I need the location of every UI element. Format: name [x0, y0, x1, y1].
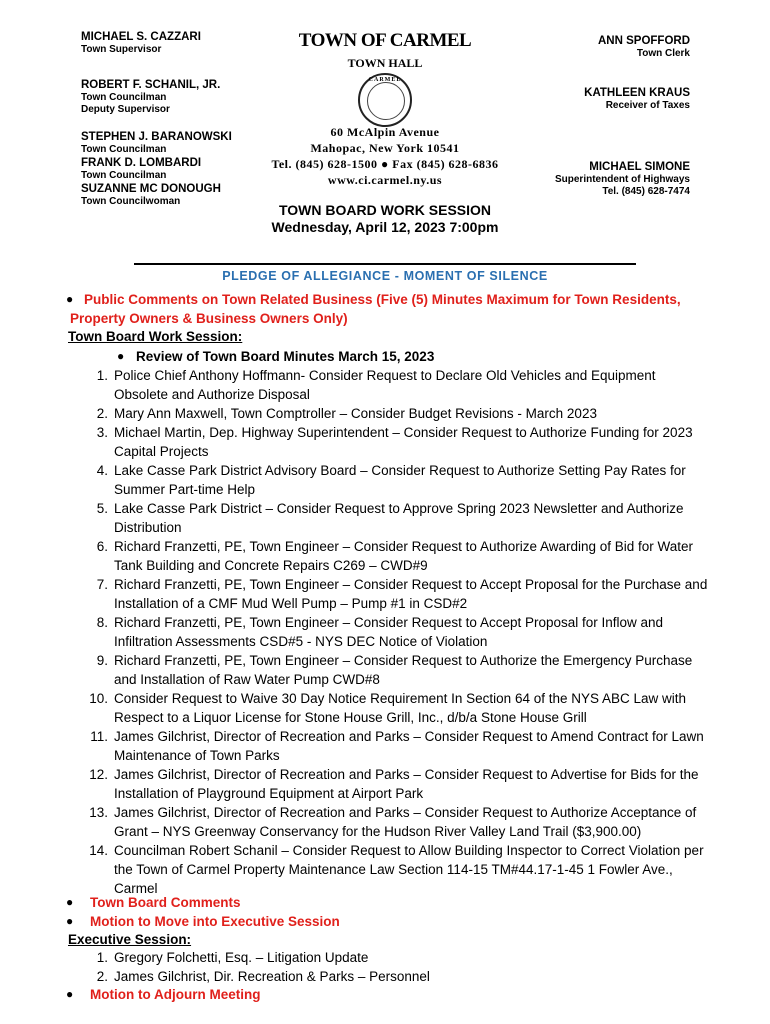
website: www.ci.carmel.ny.us: [327, 173, 443, 187]
public-comments-line: Public Comments on Town Related Business (Five (5) Minutes Maximum for Town Residents,: [84, 292, 681, 307]
motion-adjourn: Motion to Adjourn Meeting: [90, 987, 261, 1002]
minutes-review: Review of Town Board Minutes March 15, 2023: [136, 349, 435, 364]
list-item: 11. James Gilchrist, Director of Recreation and Parks – Consider Request to Amend Contract for Lawn Maintenance of Town Parks: [90, 729, 704, 763]
official-title: Deputy Supervisor: [81, 104, 170, 115]
left-officials: [81, 30, 271, 208]
list-item: 3. Michael Martin, Dep. Highway Superintendent – Consider Request to Authorize Funding for 2023 Capital Projects: [96, 425, 693, 459]
seal-text: CARMEL: [368, 77, 402, 83]
list-item: 1. Police Chief Anthony Hoffmann- Consider Request to Declare Old Vehicles and Equipment Obsolete and Authorize Disposal: [96, 368, 656, 402]
list-item: 7. Richard Franzetti, PE, Town Engineer – Consider Request to Accept Proposal for the Purchase and Installation of a CMF Mud Well Pump – Pump #1 in CSD#2: [96, 577, 708, 611]
official-name: FRANK D. LOMBARDI: [81, 157, 202, 169]
list-item: 2. Mary Ann Maxwell, Town Comptroller – Consider Budget Revisions - March 2023: [96, 406, 597, 421]
motion-executive-session: Motion to Move into Executive Session: [90, 914, 340, 929]
right-officials: [500, 34, 690, 198]
list-item: 6. Richard Franzetti, PE, Town Engineer – Consider Request to Authorize Awarding of Bid for Water Tank Building and Concrete Repairs C269 – CWD#9: [96, 539, 694, 573]
official-title: Tel. (845) 628-7474: [602, 186, 690, 197]
list-item: 8. Richard Franzetti, PE, Town Engineer – Consider Request to Accept Proposal for Inflow and Infiltration Assessments CSD#5 - NYS DEC Notice of Violation: [96, 615, 664, 649]
agenda-list: [68, 366, 738, 898]
town-seal-icon: [358, 73, 412, 127]
official-name: SUZANNE MC DONOUGH: [81, 183, 221, 195]
official-title: Town Clerk: [636, 48, 690, 59]
town-address: [250, 124, 520, 188]
list-item: 2. James Gilchrist, Dir. Recreation & Parks – Personnel: [96, 969, 430, 984]
official-name: MICHAEL SIMONE: [589, 161, 690, 173]
address-line1: 60 McAlpin Avenue: [330, 125, 440, 139]
work-session-heading: Town Board Work Session:: [68, 329, 243, 344]
official-title: Town Councilwoman: [81, 196, 181, 207]
list-item: 12. James Gilchrist, Director of Recreation and Parks – Consider Request to Advertise for Bids for the Installation of Playground Equipment at Airport Park: [89, 767, 699, 801]
list-item: 5. Lake Casse Park District – Consider Request to Approve Spring 2023 Newsletter and Authorize Distribution: [96, 501, 684, 535]
official-title: Town Councilman: [81, 170, 167, 181]
official-title: Town Councilman: [81, 144, 167, 155]
town-name: TOWN OF CARMEL: [298, 30, 472, 51]
bullet-icon: ●: [66, 895, 74, 909]
public-comments-line: Property Owners & Business Owners Only): [70, 311, 348, 326]
phone-fax: Tel. (845) 628-1500 ● Fax (845) 628-6836: [271, 157, 499, 171]
official-title: Receiver of Taxes: [605, 100, 690, 111]
pledge-heading: PLEDGE OF ALLEGIANCE - MOMENT OF SILENCE: [222, 269, 548, 283]
public-comments: [70, 290, 744, 328]
official-title: Town Councilman: [81, 92, 167, 103]
list-item: 10. Consider Request to Waive 30 Day Notice Requirement In Section 64 of the NYS ABC Law with Respect to a Liquor License for Stone House Grill, Inc., d/b/a Stone House Grill: [89, 691, 687, 725]
official-name: STEPHEN J. BARANOWSKI: [81, 131, 232, 143]
list-item: 13. James Gilchrist, Director of Recreation and Parks – Consider Request to Authorize Acceptance of Grant – NYS Greenway Conservancy for the Hudson River Valley Land Trail ($3,900.00): [89, 805, 697, 839]
meeting-title: TOWN BOARD WORK SESSION: [278, 202, 492, 218]
town-hall: TOWN HALL: [347, 56, 423, 70]
official-name: ANN SPOFFORD: [598, 35, 690, 47]
official-name: MICHAEL S. CAZZARI: [81, 31, 201, 43]
official-title: Superintendent of Highways: [554, 174, 690, 185]
seal-inner-ring: [367, 82, 405, 120]
bullet-icon: ●: [66, 292, 74, 306]
list-item: 9. Richard Franzetti, PE, Town Engineer – Consider Request to Authorize the Emergency Purchase and Installation of Raw Water Pump CWD#8: [96, 653, 693, 687]
official-title: Town Supervisor: [81, 44, 162, 55]
list-item: 4. Lake Casse Park District Advisory Board – Consider Request to Authorize Setting Pay Rates for Summer Part-time Help: [96, 463, 686, 497]
meeting-heading: [235, 202, 535, 236]
official-name: ROBERT F. SCHANIL, JR.: [81, 79, 221, 91]
address-line2: Mahopac, New York 10541: [310, 141, 460, 155]
executive-list: [68, 948, 668, 986]
meeting-date: Wednesday, April 12, 2023 7:00pm: [271, 219, 499, 235]
bullet-icon: ●: [117, 349, 125, 363]
official-name: KATHLEEN KRAUS: [584, 87, 690, 99]
list-item: 14. Councilman Robert Schanil – Consider Request to Allow Building Inspector to Correct Violation per the Town of Carmel Property Maintenance Law Section 114-15 TM#44.17-1-45 1 Fowler Ave., Carmel: [89, 843, 704, 896]
divider: [134, 263, 636, 265]
executive-session-heading: Executive Session:: [68, 932, 192, 947]
bullet-icon: ●: [66, 914, 74, 928]
list-item: 1. Gregory Folchetti, Esq. – Litigation Update: [96, 950, 369, 965]
town-board-comments: Town Board Comments: [90, 895, 241, 910]
bullet-icon: ●: [66, 987, 74, 1001]
